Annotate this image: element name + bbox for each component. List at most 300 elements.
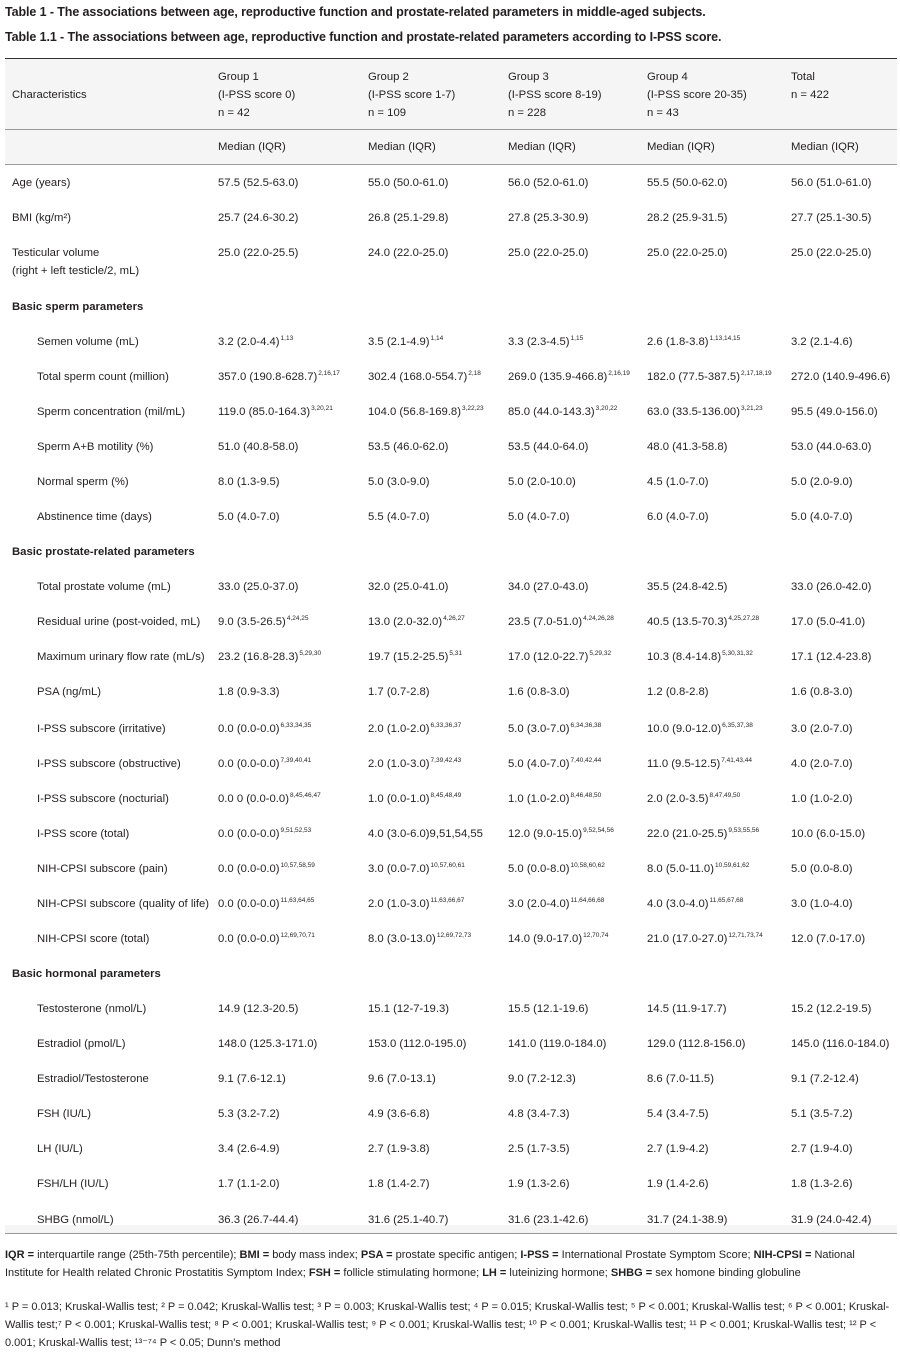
table-cell <box>508 1035 606 1053</box>
row-label: NIH-CPSI score (total) <box>37 933 150 945</box>
cell-value: 25.7 (24.6-30.2) <box>218 212 299 224</box>
cell-value: 51.0 (40.8-58.0) <box>218 441 299 453</box>
cell-value: 23.2 (16.8-28.3) <box>218 651 299 663</box>
group-4-score: (I-PSS score 20-35) <box>647 89 747 101</box>
cell-value: 10.0 (9.0-12.0) <box>647 723 722 735</box>
table-cell <box>368 1105 430 1123</box>
cell-footnote-ref: 7,41,43,44 <box>721 757 752 764</box>
cell-value: 1.6 (0.8-3.0) <box>508 686 570 698</box>
abbr-definition: sex homone binding globuline <box>652 1267 801 1279</box>
cell-value: 1.9 (1.3-2.6) <box>508 1178 570 1190</box>
cell-footnote-ref: 1,13 <box>280 335 294 342</box>
table-cell <box>791 1175 853 1193</box>
cell-value: 145.0 (116.0-184.0) <box>791 1038 890 1050</box>
table-cell <box>647 244 727 262</box>
group-2-score: (I-PSS score 1-7) <box>368 89 456 101</box>
row-label: Sperm concentration (mil/mL) <box>37 406 186 418</box>
cell-value: 33.0 (26.0-42.0) <box>791 581 872 593</box>
cell-value: 23.5 (7.0-51.0) <box>508 616 583 628</box>
row-label: Maximum urinary flow rate (mL/s) <box>37 651 205 663</box>
cell-value: 25.0 (22.0-25.5) <box>218 247 299 259</box>
table-cell <box>647 825 759 843</box>
row-label: Estradiol (pmol/L) <box>37 1038 126 1050</box>
abbr-definition: interquartile range (25th-75th percentile); <box>34 1249 240 1261</box>
table-cell <box>368 1070 436 1088</box>
table-cell <box>368 473 430 491</box>
rule-bottom <box>5 1233 897 1234</box>
abbr-definition: luteinizing hormone; <box>506 1267 611 1279</box>
table-cell <box>218 1070 286 1088</box>
cell-value: 2.7 (1.9-3.8) <box>368 1143 430 1155</box>
cell-value: 5.0 (4.0-7.0) <box>791 511 853 523</box>
cell-value: 5.0 (2.0-10.0) <box>508 476 576 488</box>
table-cell <box>791 930 865 948</box>
table-cell <box>508 930 608 948</box>
cell-footnote-ref: 8,45,46,47 <box>289 792 321 799</box>
cell-value: 12.0 (9.0-15.0) <box>508 828 583 840</box>
table-cell <box>791 1035 889 1053</box>
table-cell <box>218 648 321 666</box>
cell-value: 9.0 (7.2-12.3) <box>508 1073 576 1085</box>
table-cell <box>508 790 601 808</box>
table-cell <box>368 1175 430 1193</box>
group-2-n: n = 109 <box>368 107 407 119</box>
cell-value: 104.0 (56.8-169.8) <box>368 406 461 418</box>
cell-value: 5.0 (4.0-7.0) <box>508 758 570 770</box>
table-cell <box>791 578 871 596</box>
cell-value: 1.0 (1.0-2.0) <box>791 793 853 805</box>
cell-value: 0.0 (0.0-0.0) <box>218 933 280 945</box>
table-title: Table 1 - The associations between age, reproductive function and prostate-related parameters in middle-aged subjects. <box>5 5 706 19</box>
table-cell <box>368 720 461 738</box>
table-cell <box>368 895 464 913</box>
cell-value: 8.0 (1.3-9.5) <box>218 476 280 488</box>
cell-footnote-ref: 11,64,66,68 <box>570 897 605 904</box>
table-cell <box>218 1175 280 1193</box>
abbr-definition: follicle stimulating hormone; <box>340 1267 483 1279</box>
table-cell <box>791 209 871 227</box>
cell-footnote-ref: 2,16,19 <box>608 370 630 377</box>
cell-footnote-ref: 6,33,36,37 <box>430 722 462 729</box>
cell-value: 3.0 (2.0-4.0) <box>508 898 570 910</box>
cell-value: 12.0 (7.0-17.0) <box>791 933 866 945</box>
cell-value: 3.0 (2.0-7.0) <box>791 723 853 735</box>
table-cell <box>508 174 588 192</box>
cell-value: 0.0 (0.0-0.0) <box>218 828 280 840</box>
row-label: Age (years) <box>12 177 71 189</box>
cell-value: 17.1 (12.4-23.8) <box>791 651 872 663</box>
table-cell <box>791 368 890 386</box>
cell-footnote-ref: 12,69,70,71 <box>280 932 315 939</box>
row-label: SHBG (nmol/L) <box>37 1214 114 1226</box>
cell-value: 6.0 (4.0-7.0) <box>647 511 709 523</box>
table-cell <box>218 755 311 773</box>
cell-value: 14.9 (12.3-20.5) <box>218 1003 299 1015</box>
table-cell <box>508 613 614 631</box>
cell-value: 31.7 (24.1-38.9) <box>647 1214 728 1226</box>
table-cell <box>508 860 605 878</box>
table-cell <box>218 209 298 227</box>
cell-value: 5.0 (4.0-7.0) <box>218 511 280 523</box>
row-label: PSA (ng/mL) <box>37 686 102 698</box>
table-cell <box>647 683 709 701</box>
row-label: Estradiol/Testosterone <box>37 1073 149 1085</box>
cell-value: 3.0 (1.0-4.0) <box>791 898 853 910</box>
footnotes: ¹ P = 0.013; Kruskal-Wallis test; ² P = 0.042; Kruskal-Wallis test; ³ P = 0.003; Kruskal-Wallis test; ⁴ P = 0.015; Kruskal-Wallis test; ⁵ P < 0.001; Kruskal-Wallis test; ⁶ P < 0.001; Kruskal-Wallis test;⁷ P < 0.001; Kruskal-Wallis test; ⁸ P < 0.001; Kruskal-Wallis test; ⁹ P < 0.001; Kruskal-Wallis test; ¹⁰ P < 0.001; Kruskal-Wallis test; ¹¹ P < 0.001; Kruskal-Wallis test; ¹² P < 0.001; Kruskal-Wallis test; ¹³⁻⁷⁴ P < 0.05; Dunn's method <box>5 1301 890 1349</box>
cell-value: 182.0 (77.5-387.5) <box>647 371 740 383</box>
cell-value: 2.7 (1.9-4.2) <box>647 1143 709 1155</box>
table-cell <box>508 438 588 456</box>
cell-value: 153.0 (112.0-195.0) <box>368 1038 467 1050</box>
cell-footnote-ref: 5,29,32 <box>589 650 612 657</box>
table-cell <box>647 1105 709 1123</box>
row-label: Abstinence time (days) <box>37 511 152 523</box>
cell-value: 55.5 (50.0-62.0) <box>647 177 728 189</box>
table-cell <box>218 244 298 262</box>
table-cell <box>791 1070 859 1088</box>
row-label: Sperm A+B motility (%) <box>37 441 154 453</box>
table-cell <box>508 403 617 421</box>
cell-value: 4.5 (1.0-7.0) <box>647 476 709 488</box>
cell-value: 3.0 (0.0-7.0) <box>368 863 430 875</box>
cell-value: 1.6 (0.8-3.0) <box>791 686 853 698</box>
cell-value: 148.0 (125.3-171.0) <box>218 1038 318 1050</box>
cell-footnote-ref: 1,14 <box>430 335 444 342</box>
table-cell <box>368 1000 449 1018</box>
table-cell <box>647 578 727 596</box>
cell-value: 5.5 (4.0-7.0) <box>368 511 430 523</box>
table-cell <box>647 1211 727 1229</box>
cell-value: 2.0 (1.0-2.0) <box>368 723 430 735</box>
cell-value: 2.0 (1.0-3.0) <box>368 898 430 910</box>
cell-footnote-ref: 3,20,22 <box>595 405 618 412</box>
cell-footnote-ref: 4,24,26,28 <box>583 615 614 622</box>
cell-value: 1.0 (1.0-2.0) <box>508 793 570 805</box>
cell-value: 53.5 (46.0-62.0) <box>368 441 449 453</box>
cell-footnote-ref: 3,20,21 <box>311 405 333 412</box>
row-label: LH (IU/L) <box>37 1143 83 1155</box>
cell-value: 8.6 (7.0-11.5) <box>647 1073 714 1085</box>
section-heading: Basic sperm parameters <box>12 301 144 313</box>
table-cell <box>647 209 727 227</box>
cell-value: 1.7 (0.7-2.8) <box>368 686 430 698</box>
cell-value: 2.0 (1.0-3.0) <box>368 758 430 770</box>
cell-value: 1.2 (0.8-2.8) <box>647 686 709 698</box>
cell-value: 25.0 (22.0-25.0) <box>647 247 728 259</box>
cell-value: 25.0 (22.0-25.0) <box>508 247 589 259</box>
cell-value: 35.5 (24.8-42.5) <box>647 581 728 593</box>
cell-footnote-ref: 11,63,64,65 <box>280 897 315 904</box>
cell-value: 5.3 (3.2-7.2) <box>218 1108 280 1120</box>
table-cell <box>647 174 727 192</box>
table-cell <box>508 1105 570 1123</box>
table-cell <box>368 860 465 878</box>
cell-value: 3.5 (2.1-4.9) <box>368 336 430 348</box>
group-4-n: n = 43 <box>647 107 679 119</box>
cell-value: 9.1 (7.6-12.1) <box>218 1073 286 1085</box>
cell-value: 95.5 (49.0-156.0) <box>791 406 878 418</box>
stat-label-group-2: Median (IQR) <box>368 141 436 153</box>
cell-footnote-ref: 11,65,67,68 <box>709 897 744 904</box>
group-3-n: n = 228 <box>508 107 547 119</box>
cell-footnote-ref: 12,71,73,74 <box>728 932 763 939</box>
cell-value: 0.0 (0.0-0.0) <box>218 758 280 770</box>
rule-header <box>5 129 897 130</box>
abbr-definition: prostate specific antigen; <box>392 1249 521 1261</box>
table-cell <box>368 244 448 262</box>
cell-footnote-ref: 10,58,60,62 <box>570 862 605 869</box>
cell-value: 48.0 (41.3-58.8) <box>647 441 728 453</box>
abbr-definition: National Institute for Health related Chronic Prostatitis Symptom Index; <box>5 1249 855 1279</box>
cell-value: 5.0 (0.0-8.0) <box>791 863 853 875</box>
stat-label-group-3: Median (IQR) <box>508 141 576 153</box>
table-cell <box>218 860 315 878</box>
row-label: NIH-CPSI subscore (quality of life) <box>37 898 210 910</box>
table-cell <box>647 755 752 773</box>
row-label: FSH/LH (IU/L) <box>37 1178 109 1190</box>
cell-value: 5.0 (4.0-7.0) <box>508 511 570 523</box>
cell-value: 15.1 (12-7-19.3) <box>368 1003 450 1015</box>
cell-value: 13.0 (2.0-32.0) <box>368 616 443 628</box>
table-cell <box>647 1175 709 1193</box>
table-cell <box>368 825 483 843</box>
table-cell <box>508 895 604 913</box>
table-cell <box>368 790 461 808</box>
table-cell <box>368 683 430 701</box>
cell-value: 53.5 (44.0-64.0) <box>508 441 589 453</box>
cell-footnote-ref: 6,33,34,35 <box>280 722 312 729</box>
cell-value: 31.6 (23.1-42.6) <box>508 1214 589 1226</box>
cell-footnote-ref: 5,31 <box>449 650 463 657</box>
table-cell <box>508 368 630 386</box>
cell-value: 55.0 (50.0-61.0) <box>368 177 449 189</box>
abbreviations-note <box>5 1246 895 1282</box>
table-cell <box>508 244 588 262</box>
row-label: Residual urine (post-voided, mL) <box>37 616 201 628</box>
table-cell <box>647 1070 714 1088</box>
table-cell <box>508 473 576 491</box>
table-cell <box>368 174 448 192</box>
cell-value: 302.4 (168.0-554.7) <box>368 371 468 383</box>
table-cell <box>218 368 340 386</box>
abbr-term: PSA = <box>360 1249 393 1261</box>
cell-value: 9.1 (7.2-12.4) <box>791 1073 859 1085</box>
cell-value: 1.7 (1.1-2.0) <box>218 1178 280 1190</box>
cell-value: 269.0 (135.9-466.8) <box>508 371 608 383</box>
cell-footnote-ref: 6,35,37,38 <box>722 722 753 729</box>
cell-value: 1.8 (1.4-2.7) <box>368 1178 430 1190</box>
table-cell <box>508 508 570 526</box>
cell-value: 4.9 (3.6-6.8) <box>368 1108 430 1120</box>
cell-footnote-ref: 10,59,61,62 <box>714 862 750 869</box>
abbr-term: IQR = <box>5 1249 35 1261</box>
table-cell <box>218 930 315 948</box>
cell-footnote-ref: 9,51,52,53 <box>280 827 312 834</box>
table-cell <box>508 1175 570 1193</box>
table-cell <box>368 755 461 773</box>
cell-value: 22.0 (21.0-25.5) <box>647 828 728 840</box>
cell-value: 4.0 (2.0-7.0) <box>791 758 853 770</box>
table-cell <box>791 720 853 738</box>
table-cell <box>647 790 740 808</box>
cell-value: 8.0 (3.0-13.0) <box>368 933 436 945</box>
cell-footnote-ref: 11,63,66,67 <box>430 897 465 904</box>
cell-value: 15.5 (12.1-19.6) <box>508 1003 589 1015</box>
group-1-name: Group 1 <box>218 71 259 83</box>
table-cell <box>508 578 588 596</box>
total-n: n = 422 <box>791 89 830 101</box>
row-label: Total prostate volume (mL) <box>37 581 171 593</box>
row-label: I-PSS subscore (nocturial) <box>37 793 169 805</box>
table-cell <box>218 613 309 631</box>
row-label: I-PSS subscore (irritative) <box>37 723 166 735</box>
table-cell <box>791 895 853 913</box>
table-subtitle: Table 1.1 - The associations between age, reproductive function and prostate-related parameters according to I-PSS score. <box>5 30 722 44</box>
table-cell <box>218 438 298 456</box>
table-cell <box>791 333 853 351</box>
cell-footnote-ref: 10,57,60,61 <box>430 862 465 869</box>
cell-value: 17.0 (5.0-41.0) <box>791 616 866 628</box>
table-cell <box>791 473 853 491</box>
table-cell <box>791 860 853 878</box>
section-heading: Basic prostate-related parameters <box>12 546 195 558</box>
cell-value: 14.0 (9.0-17.0) <box>508 933 583 945</box>
table-cell <box>368 1140 430 1158</box>
table-cell <box>791 174 871 192</box>
cell-value: 5.4 (3.4-7.5) <box>647 1108 709 1120</box>
table-cell <box>508 1000 588 1018</box>
table-cell <box>508 755 601 773</box>
table-cell <box>218 720 311 738</box>
table-cell <box>368 209 448 227</box>
cell-value: 56.0 (51.0-61.0) <box>791 177 872 189</box>
table-cell <box>647 1035 745 1053</box>
table-cell <box>791 1105 853 1123</box>
cell-value: 9.0 (3.5-26.5) <box>218 616 286 628</box>
cell-value: 119.0 (85.0-164.3) <box>218 406 311 418</box>
table-cell <box>218 683 280 701</box>
cell-value: 28.2 (25.9-31.5) <box>647 212 728 224</box>
cell-footnote-ref: 8,47,49,50 <box>709 792 741 799</box>
cell-value: 10.0 (6.0-15.0) <box>791 828 866 840</box>
rule-top <box>5 58 897 59</box>
table-cell <box>368 1211 448 1229</box>
abbr-term: LH = <box>482 1267 507 1279</box>
abbr-term: SHBG = <box>610 1267 653 1279</box>
table-cell <box>508 720 601 738</box>
table-cell <box>218 1140 280 1158</box>
cell-value: 1.8 (0.9-3.3) <box>218 686 280 698</box>
cell-footnote-ref: 3,21,23 <box>740 405 763 412</box>
cell-footnote-ref: 1,15 <box>570 335 584 342</box>
table-cell <box>508 683 570 701</box>
row-label: I-PSS subscore (obstructive) <box>37 758 181 770</box>
abbr-definition: body mass index; <box>269 1249 361 1261</box>
table-cell <box>508 209 588 227</box>
table-cell <box>647 508 709 526</box>
total-name: Total <box>791 71 815 83</box>
cell-value: 272.0 (140.9-496.6) <box>791 371 891 383</box>
table-cell <box>647 720 753 738</box>
cell-footnote-ref: 7,40,42,44 <box>570 757 602 764</box>
cell-footnote-ref: 9,53,55,56 <box>728 827 760 834</box>
table-cell <box>218 578 298 596</box>
cell-value: 57.5 (52.5-63.0) <box>218 177 299 189</box>
cell-footnote-ref: 3,22,23 <box>461 405 484 412</box>
cell-value: 14.5 (11.9-17.7) <box>647 1003 727 1015</box>
table-cell <box>508 1070 576 1088</box>
table-cell <box>647 403 763 421</box>
row-label: Semen volume (mL) <box>37 336 139 348</box>
cell-value: 0.0 (0.0-0.0) <box>218 723 280 735</box>
cell-value: 3.4 (2.6-4.9) <box>218 1143 280 1155</box>
table-cell <box>647 473 709 491</box>
cell-value: 1.8 (1.3-2.6) <box>791 1178 853 1190</box>
cell-footnote-ref: 8,45,48,49 <box>430 792 462 799</box>
stat-label-total: Median (IQR) <box>791 141 859 153</box>
cell-value: 56.0 (52.0-61.0) <box>508 177 589 189</box>
table-cell <box>791 403 878 421</box>
cell-value: 2.5 (1.7-3.5) <box>508 1143 570 1155</box>
row-label: Testicular volume <box>12 247 100 259</box>
abbr-term: BMI = <box>239 1249 270 1261</box>
table-cell <box>368 438 448 456</box>
table-cell <box>368 403 484 421</box>
table-cell <box>791 1000 871 1018</box>
row-label: Testosterone (nmol/L) <box>37 1003 147 1015</box>
table-cell <box>218 1105 280 1123</box>
cell-value: 85.0 (44.0-143.3) <box>508 406 595 418</box>
cell-value: 3.2 (2.0-4.4) <box>218 336 280 348</box>
section-heading: Basic hormonal parameters <box>12 968 161 980</box>
abbr-term: FSH = <box>308 1267 341 1279</box>
cell-value: 2.7 (1.9-4.0) <box>791 1143 853 1155</box>
cell-value: 1.0 (0.0-1.0) <box>368 793 430 805</box>
table-cell <box>647 368 772 386</box>
cell-footnote-ref: 4,24,25 <box>286 615 309 622</box>
cell-value: 5.0 (3.0-7.0) <box>508 723 570 735</box>
group-1-score: (I-PSS score 0) <box>218 89 296 101</box>
cell-value: 31.9 (24.0-42.4) <box>791 1214 872 1226</box>
cell-footnote-ref: 1,13,14,15 <box>709 335 741 342</box>
row-label-sub: (right + left testicle/2, mL) <box>12 265 140 277</box>
table-cell <box>218 403 333 421</box>
table-cell <box>647 438 727 456</box>
table-cell <box>791 244 871 262</box>
cell-value: 53.0 (44.0-63.0) <box>791 441 872 453</box>
table-cell <box>647 333 740 351</box>
table-cell <box>791 755 853 773</box>
cell-footnote-ref: 8,46,48,50 <box>570 792 602 799</box>
table-cell <box>791 790 853 808</box>
table-cell <box>368 930 471 948</box>
cell-footnote-ref: 7,39,42,43 <box>430 757 462 764</box>
cell-value: 5.1 (3.5-7.2) <box>791 1108 853 1120</box>
table-cell <box>791 1140 853 1158</box>
rule-subheader <box>5 164 897 165</box>
table-cell <box>368 1035 466 1053</box>
cell-value: 5.0 (2.0-9.0) <box>791 476 853 488</box>
cell-value: 32.0 (25.0-41.0) <box>368 581 449 593</box>
stat-label-group-1: Median (IQR) <box>218 141 286 153</box>
abbr-term: NIH-CPSI = <box>753 1249 812 1261</box>
cell-value: 1.9 (1.4-2.6) <box>647 1178 709 1190</box>
cell-value: 11.0 (9.5-12.5) <box>647 758 721 770</box>
table-cell <box>368 578 448 596</box>
cell-footnote-ref: 10,57,58,59 <box>280 862 315 869</box>
table-cell <box>647 1140 709 1158</box>
table-cell <box>647 1000 727 1018</box>
